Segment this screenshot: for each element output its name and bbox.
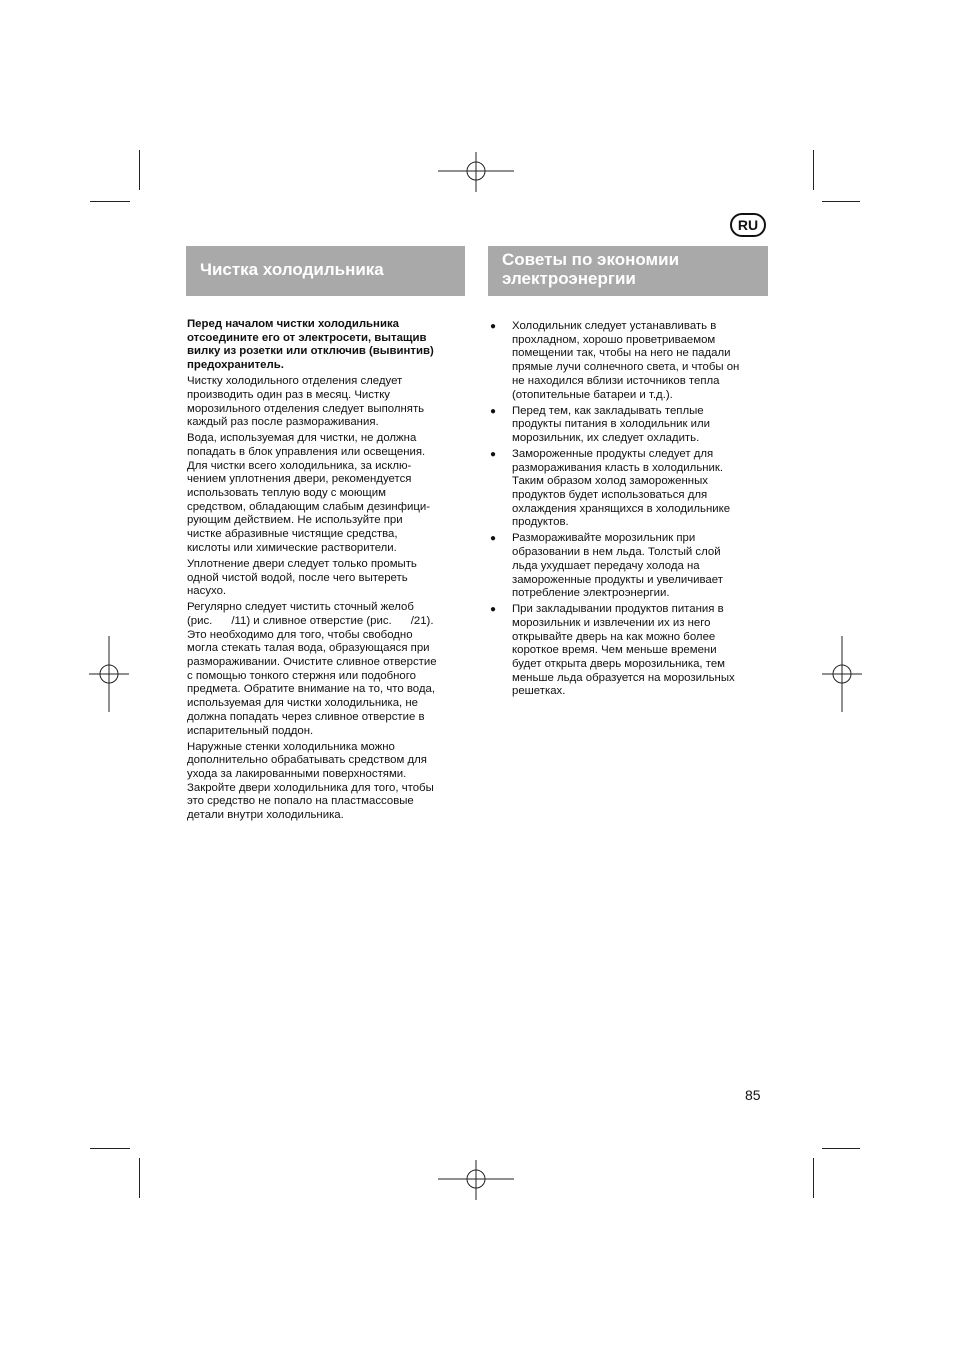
text-line: Вода, используемая для чистки, не должна [187, 432, 417, 445]
registration-mark-icon [438, 152, 514, 192]
heading-line: электроэнергии [502, 269, 636, 288]
text-line: каждый раз после размораживания. [187, 416, 379, 429]
text-line: средством, обладающим слабым дезинфици- [187, 500, 431, 513]
text-line: кислоты или химические растворители. [187, 541, 397, 554]
text-line: короткое время. Чем меньше времени [512, 644, 717, 657]
text-line: Размораживайте морозильник при [512, 532, 696, 545]
list-item [490, 448, 770, 530]
text-line: производить один раз в месяц. Чистку [187, 388, 391, 401]
text-line: это средство не попало на пластмассовые [187, 795, 414, 808]
text-line: морозильник, их следует охладить. [512, 431, 700, 444]
text-line: предмета. Обратите внимание на то, что вода, [187, 683, 435, 696]
paragraph [187, 601, 469, 738]
tips-list [490, 320, 770, 699]
text-line: использовать теплую воду с моющим [187, 487, 386, 500]
text-line: замороженные продукты и увеличивает [512, 573, 723, 586]
text-line: (отопительные батареи и т.д.). [512, 388, 673, 401]
text-line: льда ухудшает передачу холода на [512, 559, 700, 572]
paragraph [187, 741, 469, 823]
text-line: Уплотнение двери следует только промыть [187, 557, 417, 570]
heading-line: Советы по экономии [502, 250, 680, 269]
text-line: рующим действием. Не используйте при [187, 514, 403, 527]
list-item [490, 405, 770, 446]
text-line: При закладывании продуктов питания в [512, 603, 724, 616]
list-item [490, 320, 770, 402]
text-line: продуктов. [512, 516, 569, 529]
text-line: предохранитель. [187, 359, 284, 372]
text-line: (рис. /11) и сливное отверстие (рис. /21). [187, 614, 434, 627]
text-line: Таким образом холод замороженных [512, 475, 708, 488]
section-heading-energy-saving [488, 246, 768, 296]
crop-mark [139, 150, 140, 190]
text-line: Для чистки всего холодильника, за исклю- [187, 459, 412, 472]
text-line: одной чистой водой, после чего вытереть [187, 571, 408, 584]
text-line: прямые лучи солнечного света, и чтобы он [512, 361, 740, 374]
bullet-icon: ● [490, 321, 497, 332]
text-line: помещении так, чтобы на него не падали [512, 347, 731, 360]
bullet-icon: ● [490, 448, 497, 460]
text-line: дополнительно обрабатывать средством для [187, 754, 427, 767]
registration-mark-icon [438, 1160, 514, 1200]
text-line: Холодильник следует устанавливать в [512, 320, 717, 332]
text-line: открывайте дверь на как можно более [512, 630, 716, 643]
text-line: морозильник и извлечении их из него [512, 616, 711, 629]
energy-tips-column [490, 320, 770, 701]
text-line: Чистку холодильного отделения следует [187, 375, 403, 388]
text-line: Наружные стенки холодильника можно [187, 740, 395, 753]
registration-mark-icon [822, 636, 862, 712]
text-line: ухода за лакированными поверхностями. [187, 767, 407, 780]
paragraph [187, 432, 469, 555]
text-line: чением уплотнения двери, рекомендуется [187, 473, 412, 486]
text-line: чистке абразивные чистящие средства, [187, 528, 398, 541]
crop-mark [822, 201, 860, 202]
crop-mark [90, 1148, 130, 1149]
text-line: Это необходимо для того, чтобы свободно [187, 628, 413, 641]
list-item [490, 603, 770, 699]
text-line: продукты питания в холодильник или [512, 418, 711, 431]
text-line: морозильного отделения следует выполнять [187, 402, 425, 415]
text-line: испарительный поддон. [187, 724, 314, 737]
text-line: могла стекать талая вода, образующаяся при [187, 642, 430, 655]
text-line: прохладном, хорошо проветриваемом [512, 333, 716, 346]
text-line: Перед тем, как закладывать теплые [512, 404, 704, 417]
text-line: охлаждения хранящихся в холодильнике [512, 502, 731, 515]
crop-mark [139, 1158, 140, 1198]
text-line: меньше льда образуется на морозильных [512, 671, 735, 684]
text-line: вилку из розетки или отключив (вывинтив) [187, 345, 434, 358]
page-number: 85 [745, 1087, 761, 1103]
crop-mark [813, 150, 814, 190]
crop-mark [822, 1148, 860, 1149]
text-line: отсоедините его от электросети, вытащив [187, 331, 427, 344]
text-line: Закройте двери холодильника для того, чтобы [187, 781, 434, 794]
crop-mark [813, 1158, 814, 1198]
text-line: насухо. [187, 585, 227, 598]
list-item [490, 532, 770, 601]
section-heading-cleaning: Чистка холодильника [186, 246, 465, 296]
text-line: Перед началом чистки холодильника [187, 318, 399, 330]
text-line: размораживания класть в холодильник. [512, 461, 724, 474]
bullet-icon: ● [490, 533, 497, 545]
bullet-icon: ● [490, 604, 497, 616]
cleaning-text-column [187, 318, 469, 825]
text-line: продуктов будет использоваться для [512, 489, 708, 502]
text-line: образовании в нем льда. Толстый слой [512, 546, 721, 559]
text-line: детали внутри холодильника. [187, 809, 344, 822]
text-line: должна попадать через сливное отверстие в [187, 710, 425, 723]
safety-warning [187, 318, 469, 373]
text-line: попадать в блок управления или освещения. [187, 445, 426, 458]
paragraph [187, 558, 469, 599]
text-line: не находился вблизи источников тепла [512, 374, 720, 387]
text-line: решетках. [512, 685, 566, 698]
text-line: будет открыта дверь морозильника, тем [512, 658, 725, 671]
registration-mark-icon [89, 636, 129, 712]
text-line: размораживании. Очистите сливное отверстие [187, 656, 437, 669]
paragraph [187, 375, 469, 430]
text-line: Регулярно следует чистить сточный желоб [187, 601, 414, 614]
text-line: используемая для чистки холодильника, не [187, 697, 419, 710]
language-badge: RU [730, 213, 766, 237]
text-line: Замороженные продукты следует для [512, 447, 714, 460]
bullet-icon: ● [490, 405, 497, 417]
text-line: с помощью тонкого стержня или подобного [187, 669, 416, 682]
crop-mark [90, 201, 130, 202]
text-line: потребление электроэнергии. [512, 587, 670, 600]
